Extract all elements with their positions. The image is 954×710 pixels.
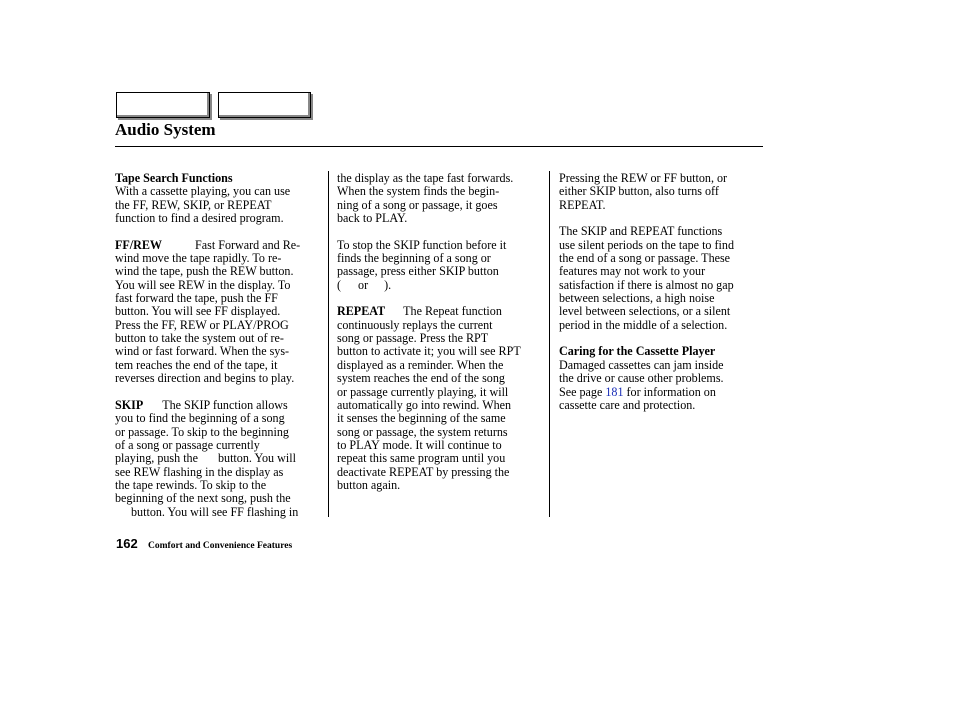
body-line: for information on: [626, 384, 716, 399]
body-line: the tape rewinds. To skip to the: [115, 477, 267, 492]
body-line: reverses direction and begins to play.: [115, 371, 295, 386]
repeat-section: [337, 305, 543, 492]
ffrew-term: FF/REW: [115, 237, 163, 252]
body-line: button. You will see FF displayed.: [115, 304, 281, 319]
body-line: see REW flashing in the display as: [115, 464, 284, 479]
column-3: [559, 172, 761, 426]
body-line: wind move the tape rapidly. To re-: [115, 251, 282, 266]
tape-search-section: [115, 172, 320, 225]
skip-continued: [337, 172, 543, 225]
caring-section: [559, 345, 761, 412]
body-line: ning of a song or passage, it goes: [337, 197, 498, 212]
body-line: beginning of the next song, push the: [115, 491, 291, 506]
body-line: satisfaction if there is almost no gap: [559, 277, 734, 292]
body-line: tem reaches the end of the tape, it: [115, 357, 278, 372]
nav-prev-button[interactable]: [116, 92, 210, 118]
body-line: (: [337, 277, 342, 292]
caring-heading: Caring for the Cassette Player: [559, 344, 716, 359]
body-line: passage, press either SKIP button: [337, 264, 499, 279]
title-rule: [115, 146, 763, 147]
body-line: or passage. To skip to the beginning: [115, 424, 289, 439]
body-line: REPEAT.: [559, 197, 606, 212]
body-line: function to find a desired program.: [115, 211, 284, 226]
column-1: [115, 172, 320, 532]
body-line: You will see REW in the display. To: [115, 277, 291, 292]
body-line: or passage currently playing, it will: [337, 384, 509, 399]
footer-section-title: Comfort and Convenience Features: [148, 541, 293, 551]
body-line: between selections, a high noise: [559, 291, 715, 306]
body-line: either SKIP button, also turns off: [559, 184, 719, 199]
body-line: the FF, REW, SKIP, or REPEAT: [115, 197, 272, 212]
body-line: continuously replays the current: [337, 317, 493, 332]
body-line: To stop the SKIP function before it: [337, 237, 507, 252]
body-line: back to PLAY.: [337, 211, 408, 226]
body-line: level between selections, or a silent: [559, 304, 731, 319]
body-line: you to find the beginning of a song: [115, 411, 285, 426]
body-line: button again.: [337, 477, 401, 492]
silent-periods-note: [559, 225, 761, 332]
body-line: the display as the tape fast forwards.: [337, 171, 514, 185]
tape-search-heading: Tape Search Functions: [115, 171, 233, 185]
body-line: to PLAY mode. It will continue to: [337, 437, 502, 452]
body-line: wind or fast forward. When the sys-: [115, 344, 290, 359]
body-line: The SKIP and REPEAT functions: [559, 224, 723, 239]
body-line: The Repeat function: [403, 304, 502, 319]
body-line: Pressing the REW or FF button, or: [559, 171, 728, 185]
body-line: See page: [559, 384, 603, 399]
repeat-term: REPEAT: [337, 304, 386, 319]
body-line: system reaches the end of the song: [337, 371, 505, 386]
page-title: Audio System: [115, 120, 216, 139]
body-line: ).: [384, 277, 392, 292]
ffrew-section: [115, 239, 320, 386]
body-line: button. You will: [217, 451, 296, 466]
body-line: displayed as a reminder. When the: [337, 357, 504, 372]
body-line: repeat this same program until you: [337, 451, 506, 466]
stop-skip-section: [337, 239, 543, 292]
body-line: automatically go into rewind. When: [337, 397, 512, 412]
skip-section: [115, 399, 320, 519]
body-line: button to take the system out of re-: [115, 331, 284, 346]
body-line: With a cassette playing, you can use: [115, 184, 291, 199]
column-2: [337, 172, 543, 506]
body-line: Press the FF, REW or PLAY/PROG: [115, 317, 289, 332]
body-line: it senses the beginning of the same: [337, 411, 506, 426]
page-number: 162: [116, 536, 138, 551]
body-line: song or passage. Press the RPT: [337, 331, 489, 346]
body-line: features may not work to your: [559, 264, 706, 279]
body-line: fast forward the tape, push the FF: [115, 291, 278, 306]
body-line: deactivate REPEAT by pressing the: [337, 464, 510, 479]
body-line: use silent periods on the tape to find: [559, 237, 734, 252]
body-line: the end of a song or passage. These: [559, 251, 731, 266]
body-line: song or passage, the system returns: [337, 424, 508, 439]
body-line: of a song or passage currently: [115, 437, 260, 452]
body-line: Fast Forward and Re-: [195, 237, 301, 252]
body-line: button. You will see FF flashing in: [131, 504, 299, 519]
column-divider: [328, 171, 329, 517]
body-line: wind the tape, push the REW button.: [115, 264, 294, 279]
body-line: Damaged cassettes can jam inside: [559, 357, 724, 372]
repeat-off-note: [559, 172, 761, 212]
body-line: finds the beginning of a song or: [337, 251, 491, 266]
body-line: or: [358, 277, 369, 292]
nav-next-button[interactable]: [218, 92, 311, 118]
body-line: cassette care and protection.: [559, 397, 696, 412]
column-divider: [549, 171, 550, 517]
skip-term: SKIP: [115, 397, 144, 412]
body-line: The SKIP function allows: [162, 397, 288, 412]
body-line: button to activate it; you will see RPT: [337, 344, 521, 359]
body-line: the drive or cause other problems.: [559, 371, 724, 386]
body-line: period in the middle of a selection.: [559, 317, 728, 332]
body-line: When the system finds the begin-: [337, 184, 500, 199]
body-line: playing, push the: [115, 451, 198, 466]
page-181-link[interactable]: 181: [605, 384, 624, 399]
